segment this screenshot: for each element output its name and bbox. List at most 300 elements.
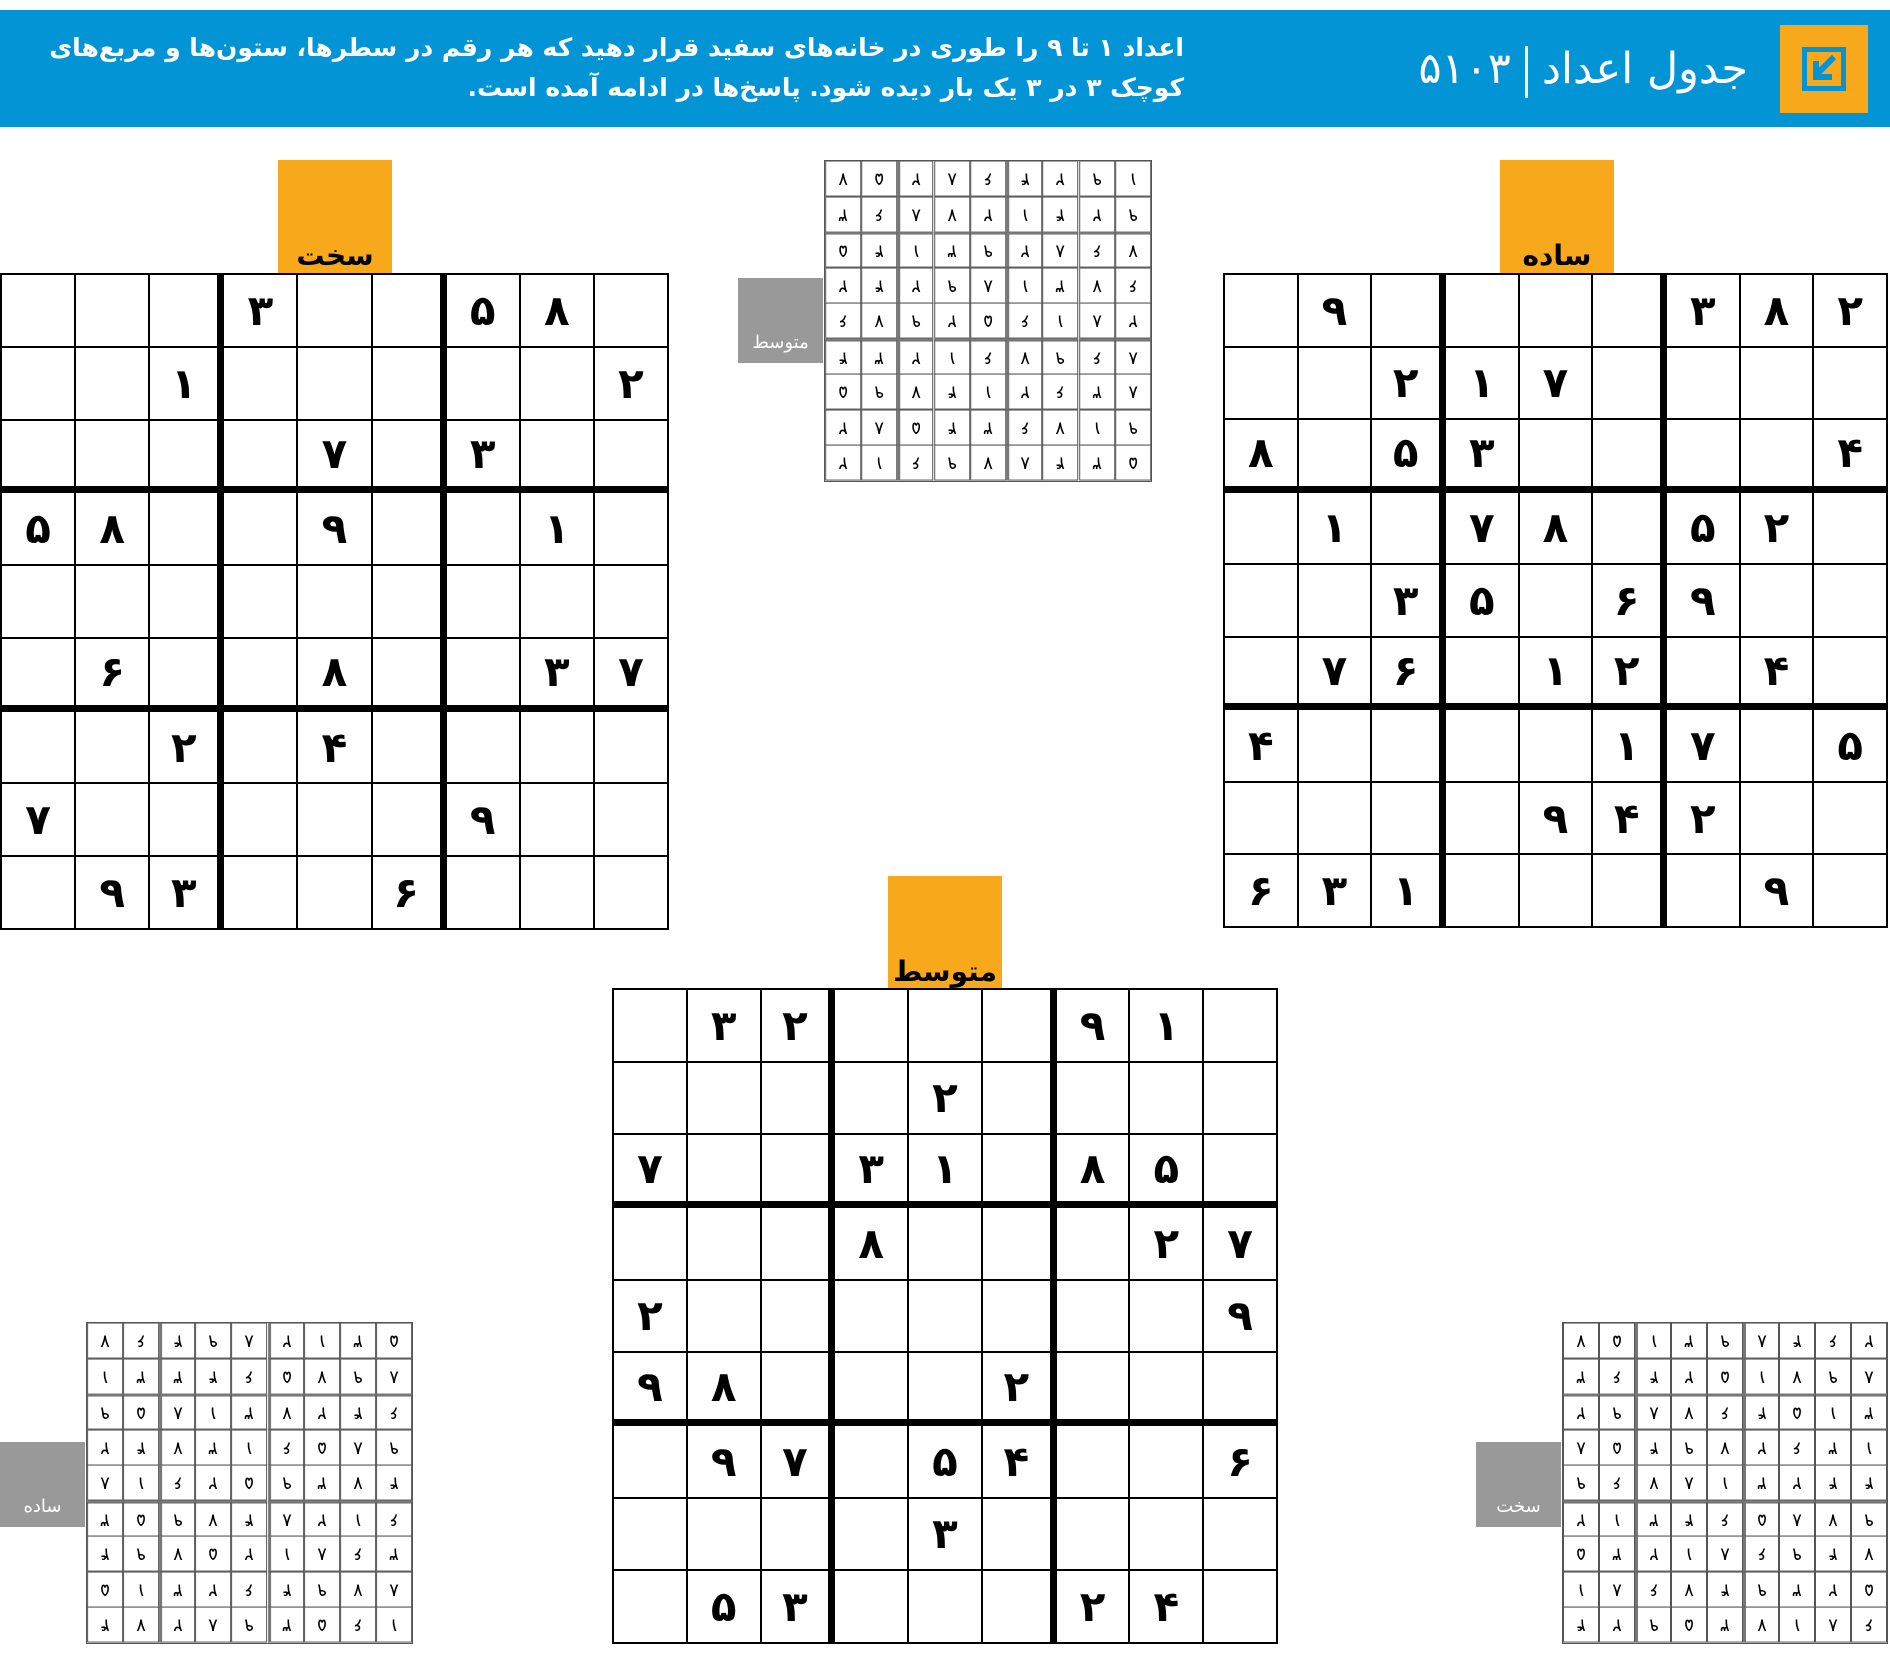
sudoku-cell[interactable]: ۵ [1129,1134,1203,1207]
sudoku-cell[interactable]: ۳ [1371,564,1445,637]
sudoku-cell[interactable] [297,347,371,420]
sudoku-cell[interactable] [446,711,520,784]
sudoku-cell[interactable] [223,783,297,856]
sudoku-cell[interactable] [1519,419,1593,492]
answer-cell: ۱ [1851,1430,1887,1466]
sudoku-cell[interactable] [1056,1352,1130,1425]
answer-cell: ۴ [861,268,897,304]
sudoku-cell[interactable] [908,1352,982,1425]
answer-cell: ۶ [376,1501,412,1537]
sudoku-cell[interactable] [1,420,75,493]
sudoku-cell[interactable] [75,783,149,856]
sudoku-cell[interactable]: ۳ [1666,274,1740,347]
sudoku-cell[interactable]: ۸ [1224,419,1298,492]
sudoku-cell[interactable] [75,347,149,420]
answer-cell: ۹ [934,445,970,481]
sudoku-cell[interactable] [1056,1062,1130,1135]
sudoku-cell[interactable]: ۵ [1813,709,1887,782]
sudoku-cell[interactable] [761,1352,835,1425]
sudoku-cell[interactable] [613,1498,687,1571]
answer-cell: ۱ [1779,1607,1815,1643]
answer-cell: ۲ [1042,161,1078,197]
sudoku-cell[interactable] [446,492,520,565]
answer-cell: ۷ [340,1465,376,1501]
sudoku-cell[interactable] [1592,492,1666,565]
answer-cell: ۲ [897,161,933,197]
sudoku-cell[interactable] [1371,492,1445,565]
sudoku-cell[interactable] [1,274,75,347]
sudoku-cell[interactable] [1298,347,1372,420]
sudoku-cell[interactable]: ۵ [446,274,520,347]
sudoku-cell[interactable] [1813,347,1887,420]
sudoku-cell[interactable]: ۳ [908,1498,982,1571]
answer-cell: ۸ [861,410,897,446]
sudoku-cell[interactable]: ۷ [1519,347,1593,420]
sudoku-cell[interactable]: ۸ [75,492,149,565]
sudoku-cell[interactable]: ۵ [1666,492,1740,565]
sudoku-cell[interactable] [687,1062,761,1135]
sudoku-cell[interactable] [1813,637,1887,710]
answer-cell: ۴ [1851,1465,1887,1501]
sudoku-cell[interactable] [149,274,223,347]
sudoku-cell[interactable]: ۱ [908,1134,982,1207]
sudoku-cell[interactable] [223,347,297,420]
sudoku-cell[interactable]: ۲ [1371,347,1445,420]
sudoku-cell[interactable] [1203,1062,1277,1135]
sudoku-cell[interactable] [1129,1498,1203,1571]
sudoku-cell[interactable] [520,856,594,929]
sudoku-cell[interactable] [1203,1570,1277,1643]
sudoku-cell[interactable] [1,347,75,420]
sudoku-cell[interactable] [372,420,446,493]
answer-cell: ۷ [1671,1572,1707,1608]
sudoku-cell[interactable]: ۷ [761,1425,835,1498]
sudoku-cell[interactable] [372,347,446,420]
sudoku-cell[interactable]: ۹ [75,856,149,929]
sudoku-cell[interactable] [372,492,446,565]
sudoku-cell[interactable] [297,856,371,929]
sudoku-cell[interactable] [982,1498,1056,1571]
answer-cell: ۹ [1115,197,1151,233]
answer-cell: ۴ [861,232,897,268]
sudoku-cell[interactable] [1813,854,1887,927]
sudoku-cell[interactable] [982,1280,1056,1353]
sudoku-cell[interactable] [446,565,520,638]
sudoku-cell[interactable]: ۳ [446,420,520,493]
sudoku-cell[interactable] [520,420,594,493]
answer-cell: ۴ [1815,1465,1851,1501]
sudoku-cell[interactable] [1592,854,1666,927]
sudoku-cell[interactable] [594,420,668,493]
sudoku-cell[interactable] [149,565,223,638]
sudoku-cell[interactable] [223,711,297,784]
answer-cell: ۳ [825,197,861,233]
sudoku-cell[interactable]: ۹ [687,1425,761,1498]
sudoku-cell[interactable] [446,347,520,420]
sudoku-cell[interactable] [1371,782,1445,855]
sudoku-cell[interactable]: ۶ [75,638,149,711]
sudoku-cell[interactable] [594,783,668,856]
sudoku-cell[interactable]: ۹ [297,492,371,565]
answer-cell: ۳ [861,339,897,375]
sudoku-cell[interactable]: ۹ [1666,564,1740,637]
sudoku-cell[interactable]: ۳ [834,1134,908,1207]
sudoku-cell[interactable] [1445,854,1519,927]
answer-cell: ۲ [1006,232,1042,268]
sudoku-cell[interactable] [834,989,908,1062]
sudoku-cell[interactable] [982,1207,1056,1280]
sudoku-cell[interactable]: ۳ [1445,419,1519,492]
sudoku-cell[interactable]: ۲ [149,711,223,784]
answer-cell: ۱ [861,445,897,481]
sudoku-cell[interactable]: ۹ [1056,989,1130,1062]
sudoku-cell[interactable] [223,856,297,929]
sudoku-cell[interactable] [1592,274,1666,347]
sudoku-cell[interactable]: ۸ [1740,274,1814,347]
answer-cell: ۷ [1079,268,1115,304]
sudoku-cell[interactable]: ۸ [687,1352,761,1425]
sudoku-cell[interactable] [520,783,594,856]
sudoku-cell[interactable] [613,1570,687,1643]
sudoku-cell[interactable] [223,420,297,493]
sudoku-cell[interactable]: ۲ [1813,274,1887,347]
sudoku-cell[interactable]: ۱ [520,492,594,565]
sudoku-cell[interactable] [1224,637,1298,710]
sudoku-cell[interactable]: ۲ [1666,782,1740,855]
sudoku-cell[interactable] [372,638,446,711]
sudoku-cell[interactable]: ۲ [761,989,835,1062]
sudoku-cell[interactable] [761,1280,835,1353]
sudoku-cell[interactable] [687,1207,761,1280]
sudoku-cell[interactable]: ۳ [149,856,223,929]
sudoku-cell[interactable]: ۶ [1224,854,1298,927]
sudoku-cell[interactable]: ۷ [1445,492,1519,565]
sudoku-cell[interactable]: ۲ [1129,1207,1203,1280]
answer-cell: ۷ [1779,1359,1815,1395]
sudoku-cell[interactable]: ۸ [1519,492,1593,565]
sudoku-cell[interactable] [1813,564,1887,637]
sudoku-cell[interactable] [1,638,75,711]
sudoku-cell[interactable] [1740,709,1814,782]
sudoku-cell[interactable]: ۳ [520,638,594,711]
sudoku-cell[interactable] [687,1280,761,1353]
sudoku-cell[interactable]: ۸ [1056,1134,1130,1207]
sudoku-cell[interactable]: ۷ [1666,709,1740,782]
sudoku-cell[interactable]: ۴ [982,1425,1056,1498]
sudoku-cell[interactable]: ۵ [1445,564,1519,637]
sudoku-cell[interactable]: ۲ [982,1352,1056,1425]
sudoku-cell[interactable] [1519,709,1593,782]
sudoku-cell[interactable] [1740,347,1814,420]
sudoku-cell[interactable] [908,1570,982,1643]
sudoku-cell[interactable] [1813,492,1887,565]
hard-answer-grid [1562,1322,1888,1644]
sudoku-cell[interactable] [982,989,1056,1062]
sudoku-cell[interactable]: ۴ [297,711,371,784]
sudoku-cell[interactable] [149,783,223,856]
sudoku-cell[interactable]: ۲ [594,347,668,420]
sudoku-cell[interactable]: ۷ [1203,1207,1277,1280]
sudoku-cell[interactable] [594,711,668,784]
answer-cell: ۲ [1815,1572,1851,1608]
sudoku-cell[interactable] [1129,1425,1203,1498]
sudoku-cell[interactable] [1224,564,1298,637]
sudoku-cell[interactable] [834,1498,908,1571]
sudoku-cell[interactable] [594,565,668,638]
answer-cell: ۵ [970,303,1006,339]
sudoku-cell[interactable] [297,565,371,638]
sudoku-cell[interactable] [297,783,371,856]
sudoku-cell[interactable]: ۲ [1592,637,1666,710]
sudoku-cell[interactable]: ۱ [1519,637,1593,710]
sudoku-cell[interactable] [908,1207,982,1280]
answer-cell: ۲ [897,339,933,375]
sudoku-cell[interactable]: ۵ [1371,419,1445,492]
sudoku-cell[interactable] [75,420,149,493]
sudoku-cell[interactable]: ۱ [1129,989,1203,1062]
answer-cell: ۱ [1671,1536,1707,1572]
sudoku-cell[interactable] [1,711,75,784]
sudoku-cell[interactable] [613,1062,687,1135]
sudoku-cell[interactable] [1203,989,1277,1062]
sudoku-cell[interactable] [1592,419,1666,492]
answer-cell: ۱ [304,1323,340,1359]
sudoku-cell[interactable] [1519,564,1593,637]
sudoku-cell[interactable] [1,565,75,638]
sudoku-cell[interactable] [75,274,149,347]
sudoku-cell[interactable] [1224,274,1298,347]
sudoku-cell[interactable] [1519,274,1593,347]
sudoku-cell[interactable] [1298,419,1372,492]
sudoku-cell[interactable]: ۳ [687,989,761,1062]
answer-cell: ۶ [376,1394,412,1430]
sudoku-cell[interactable]: ۵ [908,1425,982,1498]
sudoku-cell[interactable] [1519,854,1593,927]
sudoku-cell[interactable] [149,420,223,493]
sudoku-cell[interactable] [223,638,297,711]
sudoku-cell[interactable] [1203,1134,1277,1207]
sudoku-cell[interactable] [223,565,297,638]
answer-cell: ۲ [195,1465,231,1501]
sudoku-cell[interactable] [1666,637,1740,710]
answer-cell: ۹ [231,1607,267,1643]
sudoku-cell[interactable] [520,711,594,784]
sudoku-cell[interactable] [1445,782,1519,855]
sudoku-cell[interactable] [1129,1062,1203,1135]
sudoku-cell[interactable] [613,1207,687,1280]
sudoku-cell[interactable]: ۶ [1592,564,1666,637]
sudoku-cell[interactable]: ۲ [613,1280,687,1353]
header-bar [0,10,1890,127]
sudoku-cell[interactable] [982,1062,1056,1135]
sudoku-cell[interactable] [149,492,223,565]
sudoku-cell[interactable]: ۵ [687,1570,761,1643]
answer-cell: ۵ [195,1536,231,1572]
sudoku-cell[interactable] [1298,709,1372,782]
sudoku-cell[interactable] [372,565,446,638]
sudoku-cell[interactable] [1371,709,1445,782]
sudoku-cell[interactable] [1129,1352,1203,1425]
answer-cell: ۶ [1635,1572,1671,1608]
sudoku-cell[interactable] [1224,492,1298,565]
sudoku-cell[interactable] [834,1062,908,1135]
sudoku-cell[interactable]: ۶ [1371,637,1445,710]
sudoku-cell[interactable] [1445,637,1519,710]
answer-cell: ۲ [1006,374,1042,410]
sudoku-cell[interactable] [1592,347,1666,420]
sudoku-cell[interactable] [908,989,982,1062]
sudoku-cell[interactable] [687,1134,761,1207]
sudoku-cell[interactable] [687,1498,761,1571]
answer-cell: ۸ [1743,1323,1779,1359]
sudoku-cell[interactable] [613,1425,687,1498]
sudoku-cell[interactable] [520,565,594,638]
sudoku-cell[interactable] [149,638,223,711]
sudoku-cell[interactable]: ۴ [1813,419,1887,492]
answer-cell: ۸ [1006,445,1042,481]
sudoku-cell[interactable]: ۸ [297,638,371,711]
sudoku-cell[interactable]: ۱ [1298,492,1372,565]
answer-cell: ۳ [1743,1465,1779,1501]
sudoku-cell[interactable]: ۴ [1592,782,1666,855]
sudoku-cell[interactable] [761,1498,835,1571]
sudoku-cell[interactable] [1,856,75,929]
sudoku-cell[interactable]: ۹ [1519,782,1593,855]
sudoku-cell[interactable] [594,492,668,565]
sudoku-cell[interactable] [1129,1280,1203,1353]
answer-cell: ۸ [304,1536,340,1572]
sudoku-cell[interactable]: ۷ [1298,637,1372,710]
sudoku-cell[interactable] [1056,1207,1130,1280]
sudoku-cell[interactable]: ۹ [613,1352,687,1425]
sudoku-cell[interactable] [594,856,668,929]
sudoku-cell[interactable]: ۹ [1203,1280,1277,1353]
sudoku-cell[interactable]: ۵ [1,492,75,565]
sudoku-cell[interactable] [1203,1498,1277,1571]
sudoku-cell[interactable]: ۸ [520,274,594,347]
sudoku-cell[interactable] [1666,854,1740,927]
sudoku-cell[interactable] [446,856,520,929]
answer-cell: ۷ [1671,1394,1707,1430]
sudoku-cell[interactable] [1445,274,1519,347]
sudoku-cell[interactable]: ۶ [1203,1425,1277,1498]
sudoku-cell[interactable] [446,638,520,711]
sudoku-cell[interactable] [834,1280,908,1353]
sudoku-cell[interactable]: ۷ [1,783,75,856]
sudoku-cell[interactable] [1203,1352,1277,1425]
sudoku-cell[interactable] [1224,782,1298,855]
answer-cell: ۳ [304,1465,340,1501]
sudoku-cell[interactable]: ۴ [1224,709,1298,782]
sudoku-cell[interactable] [1740,564,1814,637]
sudoku-cell[interactable] [982,1570,1056,1643]
sudoku-cell[interactable]: ۹ [446,783,520,856]
sudoku-cell[interactable] [982,1134,1056,1207]
answer-cell: ۱ [87,1359,123,1395]
answer-cell: ۱ [1743,1359,1779,1395]
sudoku-cell[interactable] [594,274,668,347]
sudoku-cell[interactable] [1056,1280,1130,1353]
sudoku-cell[interactable] [75,711,149,784]
answer-cell: ۷ [970,445,1006,481]
answer-cell: ۳ [87,1501,123,1537]
instructions-text: اعداد ۱ تا ۹ را طوری در خانه‌های سفید قرار دهید که هر رقم در سطرها، ستون‌ها و مربع‌های کوچک ۳ در ۳ یک بار دیده شود. پاسخ‌ها در ادامه آمده است. [49,33,1184,102]
sudoku-cell[interactable] [1740,419,1814,492]
sudoku-cell[interactable] [297,274,371,347]
sudoku-cell[interactable] [520,347,594,420]
answer-cell: ۵ [825,374,861,410]
sudoku-cell[interactable]: ۴ [1129,1570,1203,1643]
sudoku-cell[interactable]: ۹ [1740,854,1814,927]
sudoku-cell[interactable] [1666,419,1740,492]
sudoku-cell[interactable] [1740,782,1814,855]
sudoku-cell[interactable] [372,274,446,347]
sudoku-cell[interactable]: ۱ [1445,347,1519,420]
sudoku-cell[interactable] [1298,782,1372,855]
sudoku-cell[interactable] [1666,347,1740,420]
sudoku-cell[interactable]: ۲ [1056,1570,1130,1643]
sudoku-cell[interactable] [223,492,297,565]
answer-cell: ۶ [897,445,933,481]
sudoku-cell[interactable]: ۷ [613,1134,687,1207]
sudoku-cell[interactable] [1056,1425,1130,1498]
sudoku-cell[interactable] [1224,347,1298,420]
sudoku-cell[interactable] [834,1352,908,1425]
sudoku-cell[interactable]: ۹ [1298,274,1372,347]
answer-cell: ۴ [376,1465,412,1501]
sudoku-cell[interactable]: ۳ [1298,854,1372,927]
sudoku-cell[interactable]: ۱ [1592,709,1666,782]
sudoku-cell[interactable]: ۷ [297,420,371,493]
sudoku-cell[interactable] [372,783,446,856]
sudoku-cell[interactable] [1813,782,1887,855]
sudoku-cell[interactable]: ۱ [149,347,223,420]
sudoku-cell[interactable]: ۴ [1740,637,1814,710]
answer-cell: ۳ [195,1430,231,1466]
sudoku-cell[interactable] [834,1425,908,1498]
answer-cell: ۶ [1042,374,1078,410]
answer-cell: ۷ [897,374,933,410]
sudoku-cell[interactable] [613,989,687,1062]
sudoku-cell[interactable] [372,711,446,784]
answer-cell: ۴ [195,1359,231,1395]
sudoku-cell[interactable]: ۲ [908,1062,982,1135]
sudoku-cell[interactable] [834,1570,908,1643]
answer-cell: ۲ [304,1501,340,1537]
sudoku-cell[interactable] [761,1062,835,1135]
sudoku-cell[interactable]: ۶ [372,856,446,929]
sudoku-cell[interactable]: ۱ [1371,854,1445,927]
sudoku-cell[interactable] [1445,709,1519,782]
hard-answer-label: سخت [1476,1442,1561,1527]
answer-cell: ۷ [934,197,970,233]
answer-cell: ۲ [231,1536,267,1572]
sudoku-cell[interactable] [1298,564,1372,637]
sudoku-cell[interactable]: ۲ [1740,492,1814,565]
sudoku-cell[interactable] [1056,1498,1130,1571]
answer-cell: ۶ [1079,339,1115,375]
sudoku-cell[interactable] [761,1134,835,1207]
answer-cell: ۲ [195,1572,231,1608]
sudoku-cell[interactable]: ۸ [834,1207,908,1280]
sudoku-cell[interactable]: ۳ [223,274,297,347]
sudoku-cell[interactable] [761,1207,835,1280]
sudoku-cell[interactable]: ۳ [761,1570,835,1643]
sudoku-cell[interactable]: ۷ [594,638,668,711]
sudoku-cell[interactable] [908,1280,982,1353]
sudoku-cell[interactable] [75,565,149,638]
sudoku-cell[interactable] [1371,274,1445,347]
